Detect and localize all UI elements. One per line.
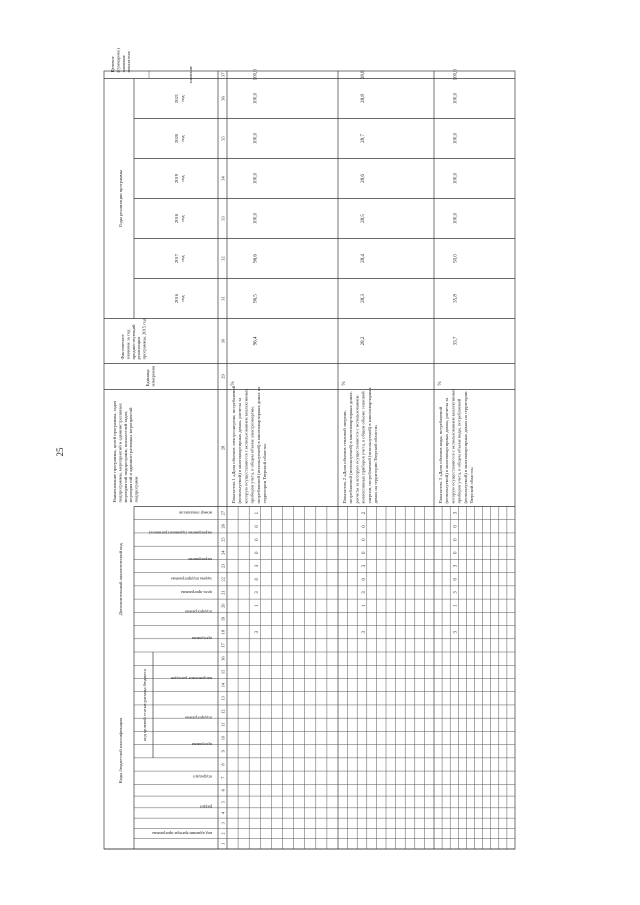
year-value: 50,0 <box>453 254 459 263</box>
name-column-header: Наименование программы, целей программы, задач <box>112 400 117 503</box>
column-number: 16 <box>220 656 226 661</box>
column-number: 33 <box>220 216 226 221</box>
target-sub-header: значение <box>188 66 193 84</box>
code-value: 1 <box>255 511 261 515</box>
column-number: 25 <box>220 537 226 542</box>
code-value: 0 <box>361 578 367 581</box>
code-value: 0 <box>453 551 459 555</box>
code-value: 3 <box>255 630 261 634</box>
code-value: 3 <box>453 564 459 568</box>
sub-header-label: цель программы <box>181 589 212 595</box>
column-number: 34 <box>220 176 226 181</box>
fact-value: 28,2 <box>361 336 367 346</box>
column-number: 11 <box>220 722 226 727</box>
unit-value: % <box>231 381 236 386</box>
year-header: 2018 <box>174 213 179 224</box>
column-number: 21 <box>220 590 226 595</box>
name-column-header: мероприятий и административных мероприятий <box>128 407 134 503</box>
code-value: 0 <box>361 525 367 528</box>
indicator-name: Показатель 3 «Доля объемов воды, потребляемой <box>438 406 443 504</box>
year-header: 2017 <box>174 253 179 264</box>
year-value: 100,0 <box>453 212 459 225</box>
fact-column-header: значение за год <box>125 329 131 360</box>
year-value: 28,7 <box>361 134 367 143</box>
column-number: 32 <box>220 256 226 261</box>
budget-codes-title: Коды бюджетной классификации <box>118 717 123 784</box>
year-value: 96,5 <box>253 294 259 303</box>
year-header: 2016 <box>174 293 179 304</box>
year-header: год <box>180 295 185 302</box>
year-value: 100,0 <box>453 92 459 105</box>
year-value: 100,0 <box>253 92 259 105</box>
column-number: 29 <box>220 374 226 379</box>
table-header <box>110 48 226 845</box>
fact-column-header: программы, 2015 год <box>141 318 147 360</box>
unit-value: % <box>438 381 443 386</box>
code-value: 1 <box>453 604 459 607</box>
indicator-name: Показатель 1 «Доля объемов электроэнергии, потребляемой <box>231 385 236 504</box>
code-value: 0 <box>361 538 367 541</box>
indicator-name: (используемой) в многоквартирных домах, расчеты за <box>444 397 450 504</box>
year-value: 96,6 <box>253 254 259 263</box>
year-value: 100,0 <box>253 212 259 225</box>
code-value: 0 <box>361 551 367 555</box>
sub-header-label: направление расходов <box>170 675 212 681</box>
fact-column-header: предшествующий <box>130 324 136 360</box>
column-number: 35 <box>220 136 226 141</box>
column-number: 37 <box>220 72 226 77</box>
year-header: год <box>180 95 185 102</box>
year-value: 100,0 <box>253 172 259 185</box>
sub-header-label: программа <box>191 742 212 748</box>
code-value: 0 <box>255 538 261 541</box>
fact-value: 33,7 <box>453 336 459 346</box>
column-number: 19 <box>220 616 226 622</box>
sub-header-label: подраздел <box>193 774 212 780</box>
target-value: 28,8 <box>361 70 367 80</box>
name-column-header: мероприятий подпрограмм, показателей задач, <box>122 411 128 503</box>
column-number: 18 <box>220 629 226 635</box>
table-body <box>231 69 474 634</box>
column-number: 6 <box>220 789 226 792</box>
indicator-name: потребляемой (используемой) в многоквартирных домах на <box>255 386 261 504</box>
code-value: 0 <box>255 578 261 581</box>
indicator-name: приборов учета, в общем объеме электроэнергии, <box>249 406 255 504</box>
sub-header-label: задача подпрограммы <box>171 576 212 582</box>
year-header: год <box>180 215 185 222</box>
indicator-name: коллективных приборов учета, в общем объеме тепловой <box>360 391 366 504</box>
column-number: 12 <box>220 709 226 714</box>
column-number: 10 <box>220 735 226 741</box>
fact-value: 96,4 <box>253 336 259 346</box>
column-number: 1 <box>220 842 226 845</box>
indicator-name: расчеты за которую осуществляются с использованием <box>354 395 360 504</box>
code-value: 1 <box>255 604 261 607</box>
sub-header-label: мероприятие (административное) <box>148 530 212 536</box>
year-value: 28,4 <box>361 254 367 263</box>
code-value: 3 <box>361 564 367 568</box>
unit-column-header: Единица <box>145 369 150 387</box>
column-number: 8 <box>220 763 226 766</box>
fact-column-header: реализации <box>136 337 142 360</box>
year-value: 35,8 <box>453 294 459 303</box>
sub-header-label: номер показателя <box>179 510 212 516</box>
code-value: 3 <box>453 591 459 594</box>
year-header: год <box>180 255 185 262</box>
column-number: 7 <box>220 776 226 779</box>
name-column-header: подпрограмм <box>133 476 139 503</box>
target-column-header: показателя <box>126 51 132 73</box>
target-column-header: (суммарное) <box>115 48 121 73</box>
year-value: 28,8 <box>361 94 367 103</box>
indicator-name: (используемой) в многоквартирных домах, расчеты за <box>237 397 243 504</box>
sub-header-label: подпрограмма <box>185 715 212 721</box>
column-number: 36 <box>220 96 226 101</box>
code-value: 0 <box>453 538 459 541</box>
column-number: 5 <box>220 800 226 804</box>
code-value: 3 <box>453 630 459 634</box>
indicator-name: Показатель 2 «Доля объемов тепловой энергии, <box>342 410 347 504</box>
year-value: 100,0 <box>253 132 259 145</box>
column-number: 24 <box>220 550 226 555</box>
column-number: 3 <box>220 822 226 825</box>
code-value: 3 <box>255 564 261 568</box>
name-column-header: подпрограммы, мероприятий и административных <box>117 403 123 503</box>
code-value: 0 <box>255 525 261 528</box>
years-column-header: Годы реализации программы <box>118 170 123 227</box>
sub-header-label: код администратора программы <box>152 830 212 836</box>
column-number: 17 <box>220 643 226 648</box>
indicator-name: энергии, потребляемой (используемой) в многоквартирных <box>366 387 372 504</box>
column-number: 20 <box>220 603 226 608</box>
column-number: 4 <box>220 811 226 815</box>
sub-header-label: мероприятие <box>187 556 212 562</box>
year-header: год <box>180 135 185 142</box>
code-value: 2 <box>361 511 367 515</box>
year-value: 28,6 <box>361 174 367 183</box>
indicator-name: территории Тверской области» <box>262 443 267 504</box>
column-number: 9 <box>220 750 226 753</box>
code-value: 3 <box>255 591 261 594</box>
year-value: 100,0 <box>453 132 459 145</box>
year-value: 28,3 <box>361 294 367 303</box>
sub-header-label: программа <box>191 636 212 642</box>
unit-value: % <box>342 381 347 386</box>
column-number: 15 <box>220 669 226 675</box>
column-number: 30 <box>220 338 226 344</box>
column-number: 31 <box>220 296 226 301</box>
column-number: 13 <box>220 696 226 701</box>
year-header: 2020 <box>174 133 179 144</box>
column-number: 26 <box>220 524 226 529</box>
fact-column-header: Фактическое <box>120 334 125 360</box>
year-value: 28,5 <box>361 214 367 223</box>
code-value: 3 <box>453 511 459 515</box>
sub-header-label: раздел <box>199 804 212 810</box>
indicator-name: которую осуществляются с использованием коллективных <box>243 388 249 504</box>
column-number: 23 <box>220 563 226 569</box>
indicator-name: потребляемой (используемой) в многоквартирных домах, <box>348 391 354 504</box>
code-value: 0 <box>453 578 459 581</box>
column-number: 14 <box>220 682 226 688</box>
year-header: год <box>180 175 185 182</box>
indicator-name: Тверской области» <box>469 466 474 504</box>
column-number: 27 <box>220 510 226 516</box>
year-value: 100,0 <box>453 172 459 185</box>
code-value: 1 <box>361 604 367 607</box>
additional-code-title: Дополнительный аналитический код <box>118 543 123 616</box>
indicator-table <box>104 48 515 849</box>
code-value: 0 <box>255 551 261 555</box>
column-number: 28 <box>220 445 226 451</box>
target-column-header: значение <box>120 55 126 73</box>
column-number: 22 <box>220 577 226 582</box>
target-column-header: Целевое <box>110 56 115 73</box>
code-value: 3 <box>361 630 367 634</box>
column-number: 2 <box>220 832 226 835</box>
target-value: 100,0 <box>453 69 459 81</box>
indicator-name: приборов учета, в общем объеме воды, потребляемой <box>456 398 462 504</box>
unit-column-header: измерения <box>150 365 156 387</box>
code-value: 0 <box>453 525 459 528</box>
sub-header-label: подпрограмма <box>185 609 212 615</box>
indicator-name: (используемой) в многоквартирных домах на территории <box>462 391 468 504</box>
target-value: 100,0 <box>253 69 259 81</box>
indicator-name: которую осуществляются с использованием коллективных <box>450 388 456 504</box>
indicator-name: домах на территории Тверской области» <box>373 424 378 504</box>
year-header: 2019 <box>174 173 179 184</box>
budget-line-code-title: код целевой статьи расхода бюджета <box>142 669 147 741</box>
page-number: 25 <box>55 447 65 457</box>
year-header: 2021 <box>174 93 179 104</box>
code-value: 3 <box>361 591 367 594</box>
